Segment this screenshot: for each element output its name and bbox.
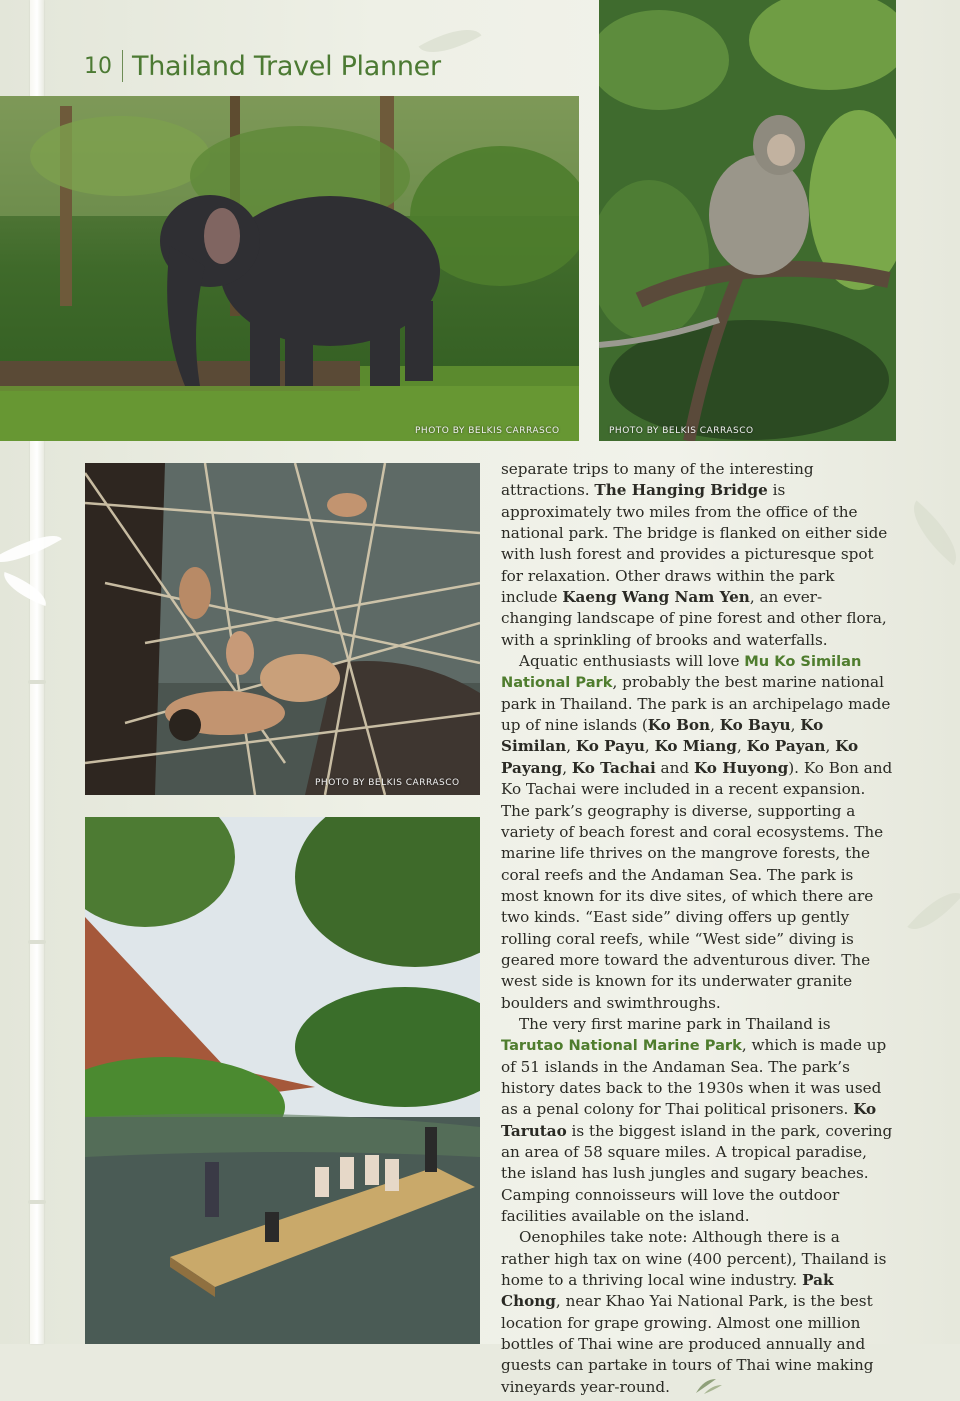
page-number: 10 xyxy=(84,53,112,79)
place-name: Ko Tarutao xyxy=(501,1100,877,1140)
article-body xyxy=(501,459,893,1401)
background-leaf xyxy=(907,881,960,941)
photo-credit: PHOTO BY BELKIS CARRASCO xyxy=(609,426,754,436)
park-name: Tarutao National Marine Park xyxy=(501,1037,742,1055)
publication-title: Thailand Travel Planner xyxy=(132,50,441,82)
rope-bridge-photo xyxy=(85,463,480,795)
header-divider xyxy=(122,50,123,82)
bamboo-raft-photo xyxy=(85,817,480,1344)
bamboo-leaf-icon xyxy=(676,1377,724,1401)
place-name: The Hanging Bridge xyxy=(594,481,768,500)
elephant-photo xyxy=(0,96,579,441)
place-name: Pak Chong xyxy=(501,1271,834,1311)
park-name: Mu Ko Similan National Park xyxy=(501,653,862,692)
photo-credit: PHOTO BY BELKIS CARRASCO xyxy=(415,426,560,436)
running-header xyxy=(84,46,441,86)
background-leaf xyxy=(900,501,960,566)
paragraph: Aquatic enthusiasts will love Mu Ko Similan National Park, probably the best marine national park in Thailand. The park is an archipelago made up of nine islands (Ko Bon, Ko Bayu, Ko Similan, Ko Payu, Ko Miang, Ko Payan, Ko Payang, Ko Tachai and Ko Huyong). Ko Bon and Ko Tachai were included in a recent expansion. The park’s geography is diverse, supporting a variety of beach forest and coral ecosystems. The marine life thrives on the mangrove forests, the coral reefs and the Andaman Sea. The park is most known for its dive sites, of which there are two kinds. “East side” diving offers up gently rolling coral reefs, while “West side” diving is geared more toward the adventurous diver. The west side is known for its underwater granite boulders and swimthroughs. xyxy=(501,652,893,1012)
paragraph: The very first marine park in Thailand is Tarutao National Marine Park, which is made up of 51 islands in the Andaman Sea. The park’s history dates back to the 1930s when it was used as a penal colony for Thai political prisoners. Ko Tarutao is the biggest island in the park, covering an area of 58 square miles. A tropical paradise, the island has lush jungles and sugary beaches. Camping connoisseurs will love the outdoor facilities available on the island. xyxy=(501,1014,893,1226)
place-name: Kaeng Wang Nam Yen xyxy=(562,588,750,607)
paragraph: separate trips to many of the interesting attractions. The Hanging Bridge is approximately two miles from the office of the national park. The bridge is flanked on either side with lush forest and provides a picturesque spot for relaxation. Other draws within the park include Kaeng Wang Nam Yen, an ever-changing landscape of pine forest and other flora, with a sprinkling of brooks and waterfalls. xyxy=(501,460,888,649)
paragraph: Oenophiles take note: Although there is a rather high tax on wine (400 percent), Thailand is home to a thriving local wine industry. Pak Chong, near Khao Yai National Park, is the best location for grape growing. Almost one million bottles of Thai wine are produced annually and guests can partake in tours of Thai wine making vineyards year-round. xyxy=(501,1227,893,1401)
monkey-photo xyxy=(599,0,896,441)
photo-credit: PHOTO BY BELKIS CARRASCO xyxy=(315,778,460,788)
